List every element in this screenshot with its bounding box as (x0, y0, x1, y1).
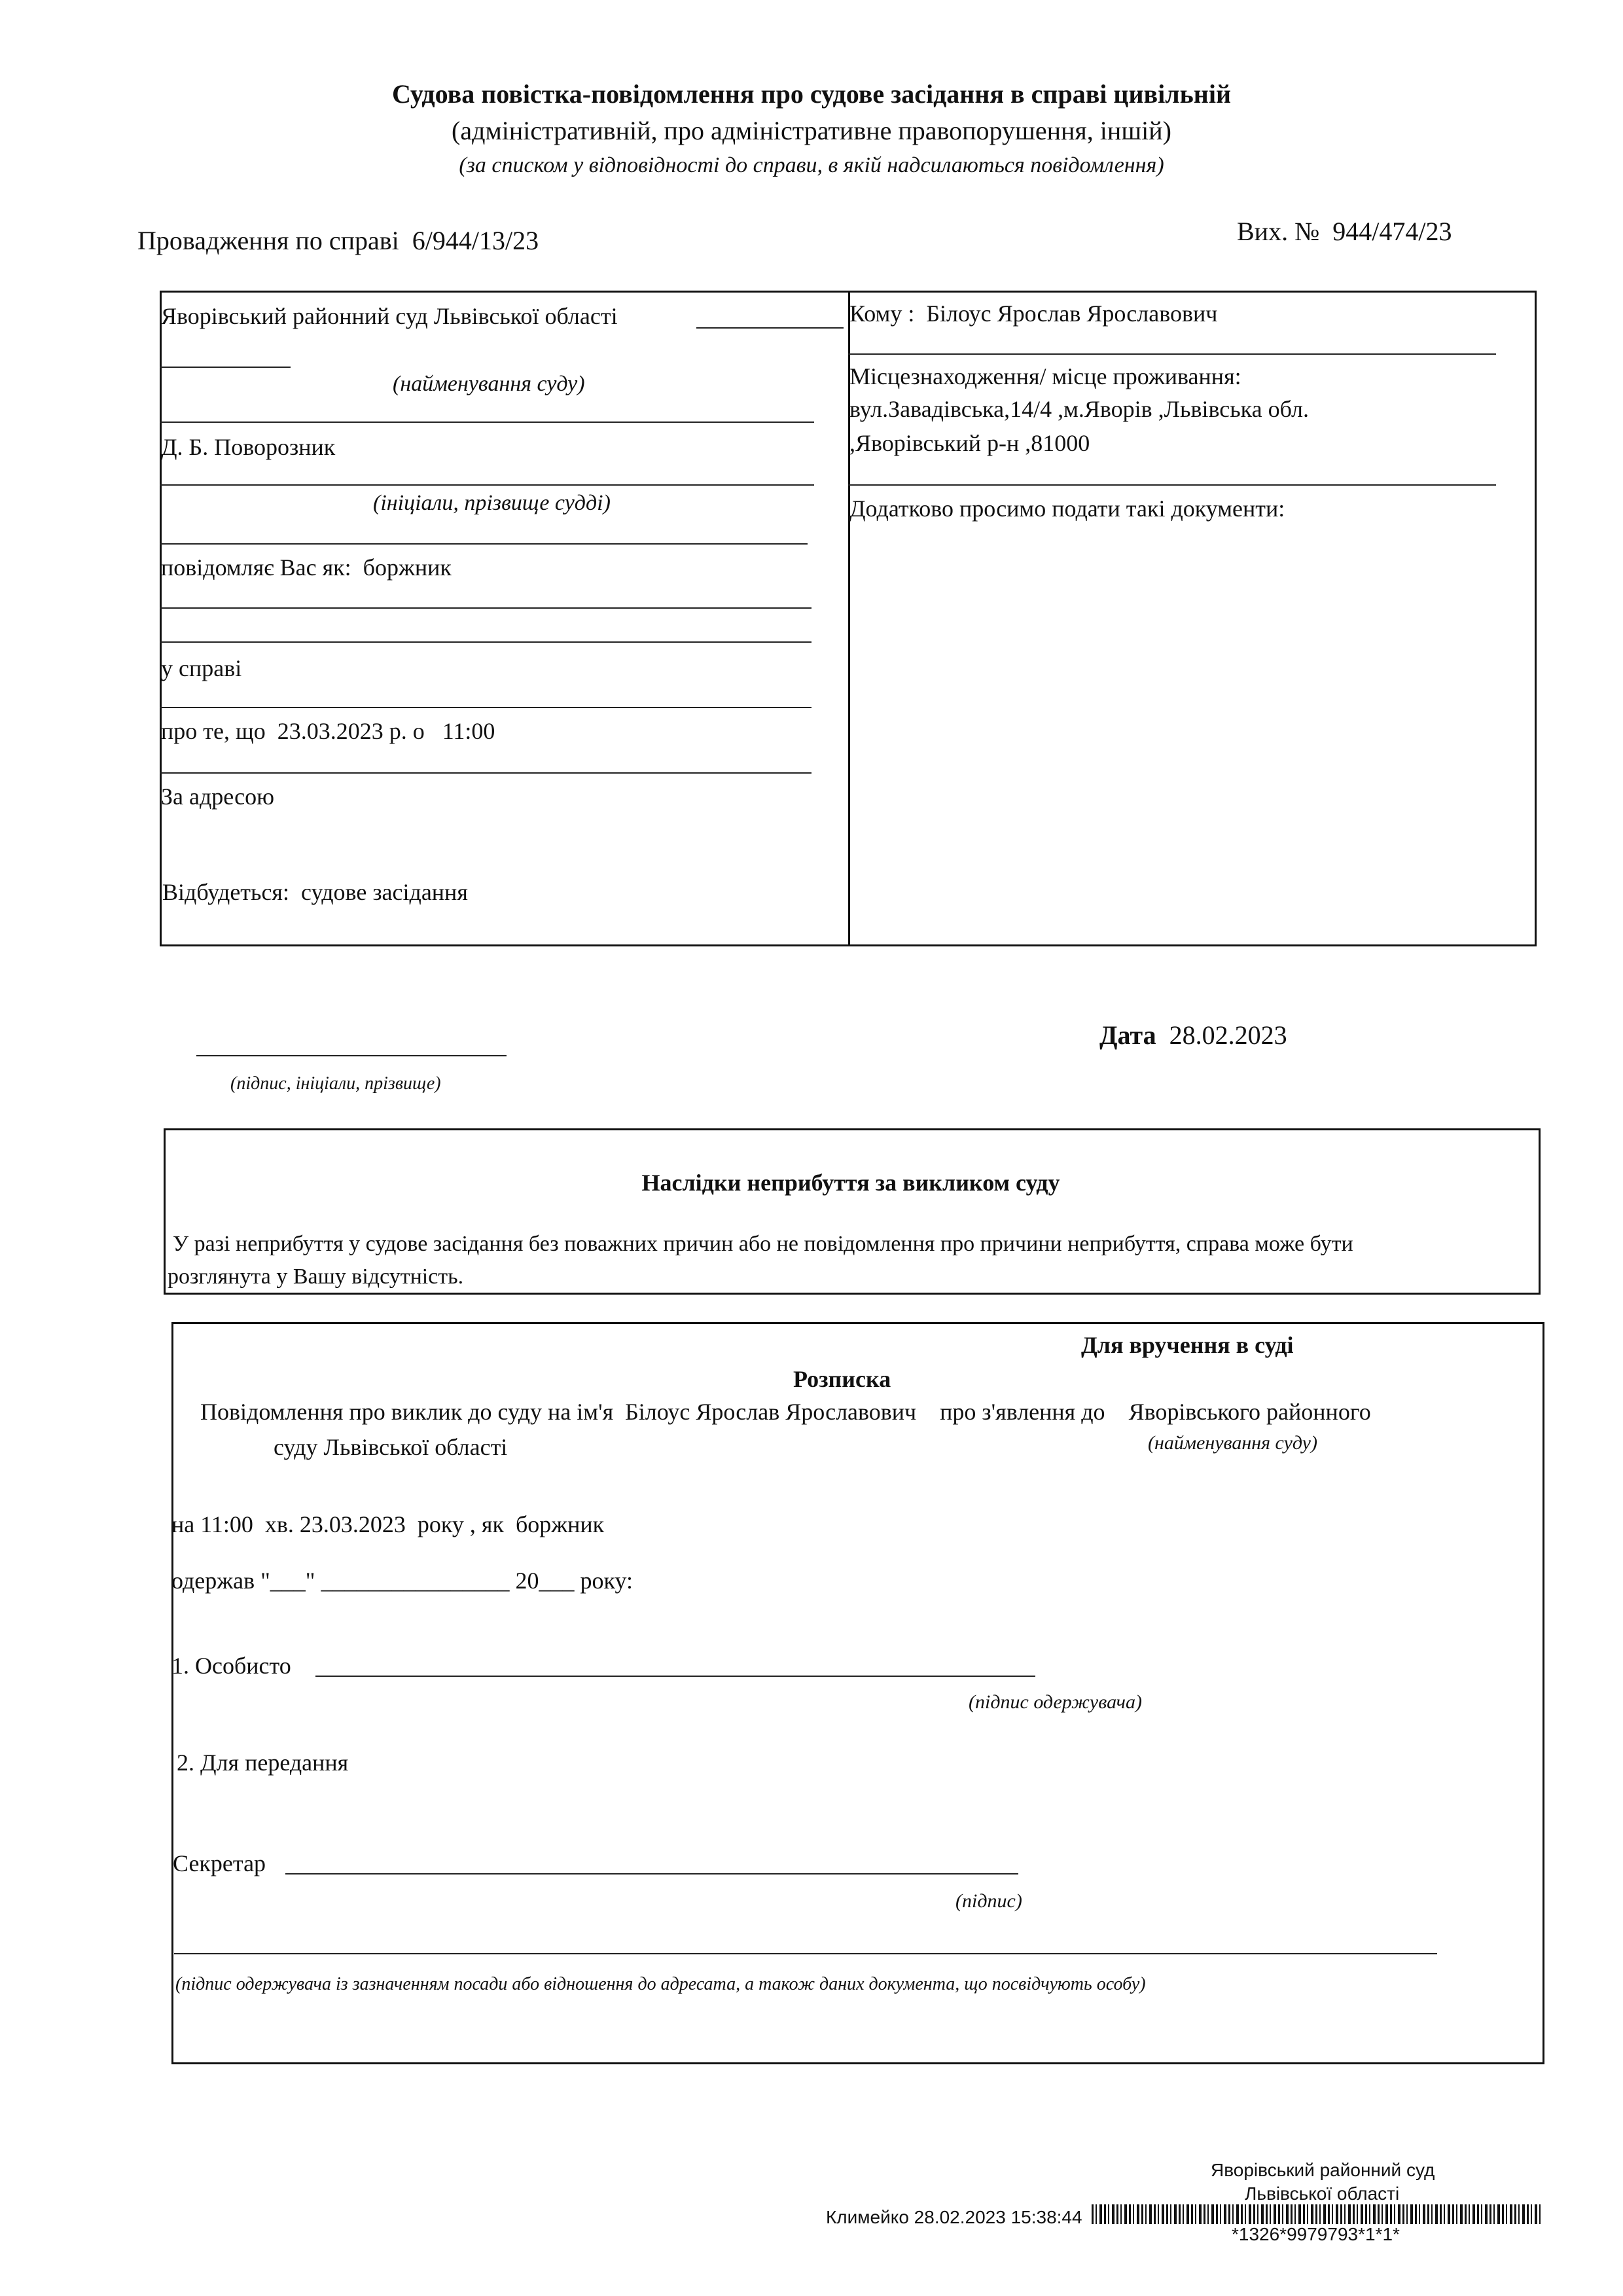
receipt-date: 23.03.2023 (299, 1511, 406, 1537)
court-name: Яворівський районний суд Львівської області (161, 303, 618, 329)
receipt-time-row (171, 1511, 604, 1538)
recipient-label: Кому : (849, 300, 915, 327)
address-underline (848, 484, 1496, 486)
case-number-row (137, 225, 539, 256)
address-line-1: вул.Завадівська,14/4 ,м.Яворів ,Львівська обл. (849, 396, 1309, 422)
bottom-caption: (підпис одержувача із зазначенням посади або відношення до адресата, а також даних документа, що посвідчують особу) (175, 1974, 1146, 1994)
recipient-name: Білоус Ярослав Ярославович (926, 300, 1218, 327)
transfer-label: 2. Для передання (177, 1749, 349, 1776)
consequences-title: Наслідки неприбуття за викликом суду (641, 1170, 1060, 1196)
for-delivery-label: Для вручення в суді (1081, 1332, 1294, 1358)
year-abbr: р. о (389, 718, 425, 744)
personally-signature-line (315, 1676, 1035, 1677)
notifies-value: боржник (363, 554, 452, 581)
hearing-date: 23.03.2023 (277, 718, 383, 744)
notifies-row (161, 554, 452, 581)
signature-caption: (підпис, ініціали, прізвище) (230, 1073, 441, 1094)
receipt-recipient: Білоус Ярослав Ярославович (625, 1399, 917, 1425)
hearing-time: 11:00 (442, 718, 495, 744)
case-label: Провадження по справі (137, 226, 399, 255)
consequences-text-1: У разі неприбуття у судове засідання без поважних причин або не повідомлення про причини неприбуття, справа може бути (173, 1232, 1353, 1256)
in-case-underline (160, 707, 812, 708)
datetime-underline (160, 772, 812, 774)
court-name-fill-line-2 (160, 367, 291, 368)
footer-court-line-1: Яворівський районний суд (1211, 2160, 1435, 2180)
secretary-label: Секретар (173, 1850, 266, 1876)
takes-place-row (162, 878, 468, 906)
received-label: одержав "___" ________________ 20___ року: (171, 1568, 633, 1594)
case-number: 6/944/13/23 (412, 226, 539, 255)
receipt-time: 11:00 (200, 1511, 253, 1537)
receipt-notice-row (200, 1398, 1371, 1426)
document-note: (за списком у відповідності до справи, в якій надсилаються повідомлення) (459, 153, 1164, 177)
takes-place-value: судове засідання (301, 879, 468, 905)
consequences-text-2: розглянута у Вашу відсутність. (168, 1265, 464, 1289)
date-value: 28.02.2023 (1169, 1020, 1287, 1050)
signature-line (196, 1055, 507, 1056)
receipt-notice-prefix: Повідомлення про виклик до суду на ім'я (200, 1399, 614, 1425)
notifies-label: повідомляє Вас як: (161, 554, 351, 581)
receipt-court-part-2: суду Львівської області (274, 1434, 508, 1460)
judge-underline (160, 484, 814, 486)
operator-stamp: Климейко 28.02.2023 15:38:44 (826, 2207, 1082, 2227)
footer-court-line-2: Львівської області (1245, 2183, 1400, 2204)
barcode-text: *1326*9979793*1*1* (1232, 2224, 1400, 2244)
recipient-row (849, 300, 1217, 327)
address-line-2: ,Яворівський р-н ,81000 (849, 430, 1090, 456)
judge-name: Д. Б. Поворозник (161, 434, 336, 460)
receipt-court-part-1: Яворівського районного (1128, 1399, 1371, 1425)
court-caption: (найменування суду) (393, 372, 585, 396)
recipient-sig-caption: (підпис одержувача) (969, 1691, 1142, 1713)
judge-caption-underline (160, 543, 808, 545)
court-underline (160, 422, 814, 423)
receipt-title: Розписка (793, 1366, 891, 1392)
court-name-fill-line (696, 327, 844, 329)
recipient-underline (848, 353, 1496, 355)
secretary-sig-caption: (підпис) (955, 1890, 1022, 1912)
outgoing-number: 944/474/23 (1332, 217, 1452, 246)
about-label: про те, що (161, 718, 266, 744)
document-subtitle: (адміністративній, про адміністративне правопорушення, іншій) (452, 116, 1171, 145)
receipt-min-label: хв. (264, 1511, 294, 1537)
judge-caption: (ініціали, прізвище судді) (373, 491, 611, 515)
personally-label: 1. Особисто (171, 1653, 291, 1679)
receipt-appearance: про з'явлення до (940, 1399, 1105, 1425)
hearing-datetime-row (161, 717, 495, 745)
address-label: За адресою (161, 783, 275, 810)
receipt-time-prefix: на (171, 1511, 195, 1537)
receipt-role: боржник (515, 1511, 605, 1537)
location-label: Місцезнаходження/ місце проживання: (849, 363, 1241, 389)
outgoing-label: Вих. № (1237, 217, 1320, 246)
bottom-signature-line (174, 1953, 1437, 1954)
notifies-underline-2 (160, 641, 812, 643)
notifies-underline (160, 607, 812, 609)
barcode-graphic (1092, 2204, 1541, 2224)
extra-docs-label: Додатково просимо подати такі документи: (849, 495, 1285, 522)
document-title: Судова повістка-повідомлення про судове засідання в справі цивільній (391, 79, 1232, 109)
receipt-year-label: року , як (417, 1511, 504, 1537)
outgoing-number-row (1237, 216, 1452, 247)
in-case-label: у справі (161, 655, 242, 681)
date-row (1099, 1020, 1287, 1050)
receipt-court-caption: (найменування суду) (1148, 1432, 1317, 1454)
secretary-signature-line (285, 1873, 1018, 1874)
takes-place-label: Відбудеться: (162, 879, 289, 905)
date-label: Дата (1099, 1020, 1156, 1050)
